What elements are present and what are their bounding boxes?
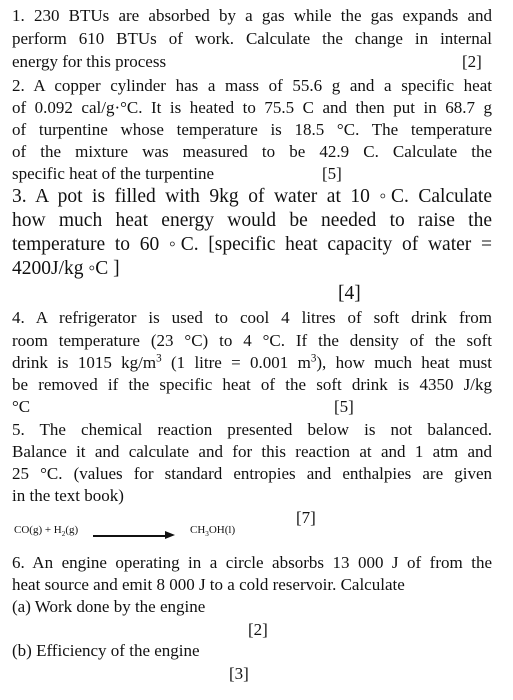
q1-line-1: 1. 230 BTUs are absorbed by a gas while the gas expands and [12,6,492,25]
q2-line-3: of turpentine whose temperature is 18.5 °C. The temperature [12,120,492,139]
q3-marks: [4] [338,283,361,304]
q6-line-1: 6. An engine operating in a circle absorbs 13 000 J of from the [12,553,492,572]
q3-line-1: 3. A pot is filled with 9kg of water at 10 ◦C. Calculate [12,186,492,207]
q4-marks: [5] [334,397,354,416]
product-text-a: CH [190,524,206,536]
reactant-text-b: (g) [65,524,79,536]
reaction-product [190,524,236,539]
q3-line-4: 4200J/kg ◦C ] [12,258,120,279]
q4-line-3-part-a: drink is 1015 kg/m [12,353,157,372]
q5-line-3: 25 °C. (values for standard entropies and enthalpies are given [12,464,492,483]
reaction-arrow-line [93,535,167,537]
reactant-text-a: CO(g) + H [14,524,62,536]
q6-marks-b: [3] [229,664,249,683]
q6-line-2: heat source and emit 8 000 J to a cold reservoir. Calculate [12,575,405,594]
reaction-arrow-icon [165,531,175,539]
q4-line-1: 4. A refrigerator is used to cool 4 litres of soft drink from [12,308,492,327]
q2-line-2: of 0.092 cal/g·°C. It is heated to 75.5 C and then put in 68.7 g [12,98,492,117]
q6-marks-a: [2] [248,620,268,639]
q6-part-b: (b) Efficiency of the engine [12,641,200,660]
product-text-b: OH(l) [208,524,236,536]
q5-marks: [7] [296,508,316,527]
product-subscript: 3 [205,530,209,539]
q4-cubed-2: 3 [310,352,317,365]
q2-marks: [5] [322,164,342,183]
q6-part-a: (a) Work done by the engine [12,597,206,616]
q2-line-1: 2. A copper cylinder has a mass of 55.6 g and a specific heat [12,76,492,95]
q3-line-2: how much heat energy would be needed to raise the [12,210,492,231]
reactant-subscript: 2 [61,530,66,539]
q2-line-5: specific heat of the turpentine [12,164,215,183]
q4-line-4: be removed if the specific heat of the soft drink is 4350 J/kg [12,375,492,394]
q3-line-3: temperature to 60 ◦C. [specific heat capacity of water = [12,234,492,255]
q5-line-4: in the text book) [12,486,124,505]
q4-line-3-part-c: ), how much heat must [316,353,492,372]
q4-line-2: room temperature (23 °C) to 4 °C. If the density of the soft [12,331,492,350]
q4-line-5: °C [12,397,31,416]
q4-line-3-part-b: (1 litre = 0.001 m [161,353,311,372]
reaction-reactants [14,524,79,539]
q4-cubed-1: 3 [156,352,162,365]
q2-line-4: of the mixture was measured to be 42.9 C. Calculate the [12,142,492,161]
q5-line-1: 5. The chemical reaction presented below is not balanced. [12,420,492,439]
q1-marks: [2] [462,52,482,71]
q5-line-2: Balance it and calculate and for this reaction at and 1 atm and [12,442,492,461]
q1-line-2: perform 610 BTUs of work. Calculate the change in internal [12,29,492,48]
q4-line-3 [12,353,492,373]
q1-line-3: energy for this process [12,52,167,71]
